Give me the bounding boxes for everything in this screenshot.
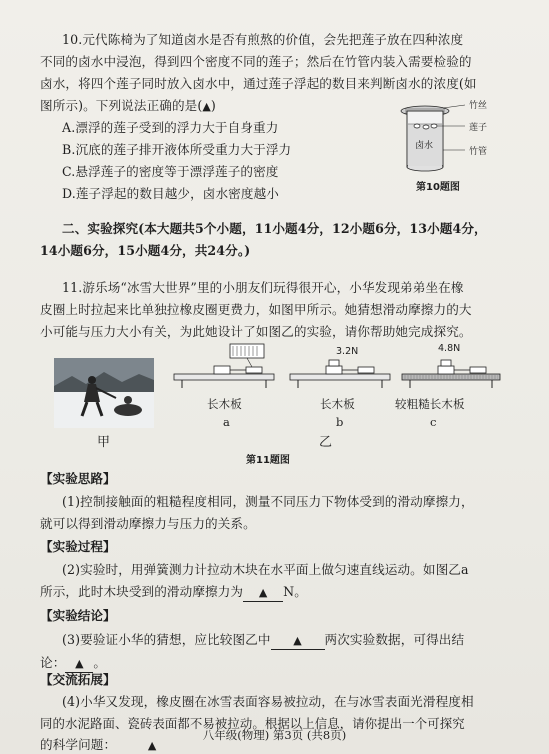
q11-line-1: 11.游乐场“冰雪大世界”里的小朋友们玩得很开心，小华发现弟弟坐在橡 [62, 280, 464, 295]
sub-label-b: b [336, 415, 344, 429]
answer-blank[interactable]: ▲ [202, 100, 211, 113]
p4-line-1: (4)小华又发现，橡皮圈在冰雪表面容易被拉动，在与冰雪表面光滑程度相 [62, 694, 474, 709]
tag-experiment-idea: 【实验思路】 [40, 471, 116, 486]
label-brine: 卤水 [415, 141, 434, 151]
tag-experiment-process: 【实验过程】 [40, 539, 116, 554]
figure-10 [393, 102, 503, 187]
board-label-a: 长木板 [207, 397, 242, 411]
blank-marker: ▲ [293, 634, 302, 647]
snow-scene-image [54, 358, 154, 428]
page-footer: 八年级(物理) 第3页 (共8页) [202, 728, 347, 742]
p1-line-1: (1)控制接触面的粗糙程度相同，测量不同压力下物体受到的滑动摩擦力， [62, 494, 474, 509]
p2-line-2 [40, 581, 307, 603]
q10-line-1: 10.元代陈椅为了知道卤水是否有煎熬的价值，会先把莲子放在四种浓度 [62, 32, 464, 47]
q10-option-a: A.漂浮的莲子受到的浮力大于自身重力 [62, 120, 279, 135]
friction-answer-blank[interactable] [243, 584, 283, 602]
board-label-c: 较粗糙长木板 [395, 397, 465, 411]
p4-question-label: 的科学问题： [40, 737, 117, 752]
force-reading-b: 3.2N [336, 346, 359, 357]
q10-line-4 [40, 95, 216, 118]
figure-jia-label: 甲 [97, 435, 111, 450]
q10-option-c: C.悬浮莲子的密度等于漂浮莲子的密度 [62, 164, 279, 179]
p2-line-1: (2)实验时，用弹簧测力计拉动木块在水平面上做匀速直线运动。如图乙a [62, 562, 469, 577]
sub-label-a: a [223, 415, 230, 429]
label-bamboo-tube: 竹管 [469, 147, 488, 157]
p3-period: 。 [93, 655, 107, 670]
blank-marker: ▲ [75, 657, 84, 670]
tag-experiment-conclusion: 【实验结论】 [40, 608, 116, 623]
label-lotus-seed: 莲子 [469, 123, 488, 133]
board-label-b: 长木板 [320, 397, 355, 411]
blank-marker: ▲ [258, 586, 268, 599]
figure-yi-label: 乙 [319, 435, 333, 450]
figure-11-caption: 第11题图 [246, 455, 290, 466]
q10-option-b: B.沉底的莲子排开液体所受重力大于浮力 [62, 142, 292, 157]
blank-marker: ▲ [147, 739, 157, 752]
p3-text: (3)要验证小华的猜想，应比较图乙中 [62, 632, 271, 647]
p1-line-2: 就可以得到滑动摩擦力与压力的关系。 [40, 516, 256, 531]
q10-line-2: 不同的卤水中浸泡，得到四个密度不同的莲子；然后在竹管内装入需要检验的 [40, 54, 472, 69]
q10-option-d: D.莲子浮起的数目越少，卤水密度越小 [62, 186, 279, 201]
snow-photo [54, 358, 154, 428]
label-bamboo-wire: 竹丝 [469, 101, 488, 111]
q10-stem-end: 图所示)。下列说法正确的是( [40, 98, 203, 113]
section-2-line-1: 二、实验探究(本大题共5个小题，11小题4分，12小题6分，13小题4分， [62, 221, 487, 236]
sub-label-c: c [430, 415, 437, 429]
tag-extension: 【交流拓展】 [40, 672, 116, 687]
compare-answer-blank[interactable] [271, 632, 325, 650]
figure-10-caption: 第10题图 [416, 182, 460, 193]
force-reading-c: 4.8N [438, 343, 461, 354]
p3-line-1 [62, 629, 464, 651]
p2-unit: N。 [283, 584, 307, 599]
q10-paren-close: ) [210, 98, 216, 113]
q11-line-2: 皮圈上时拉起来比单独拉橡皮圈更费力，如图甲所示。她猜想滑动摩擦力的大 [40, 302, 472, 317]
p3-conclusion-label: 论： [40, 655, 66, 670]
p3-text-end: 两次实验数据，可得出结 [324, 632, 465, 647]
p4-line-2: 同的水泥路面、瓷砖表面都不易被拉动。根据以上信息，请你提出一个可探究 [40, 716, 465, 731]
p2-text: 所示，此时木块受到的滑动摩擦力为 [40, 584, 244, 599]
q11-line-3: 小可能与压力大小有关，为此她设计了如图乙的实验，请你帮助她完成探究。 [40, 324, 472, 339]
q10-line-3: 卤水，将四个莲子同时放入卤水中，通过莲子浮起的数目来判断卤水的浓度(如 [40, 76, 477, 91]
section-2-line-2: 14小题6分，15小题4分，共24分。) [40, 243, 251, 258]
